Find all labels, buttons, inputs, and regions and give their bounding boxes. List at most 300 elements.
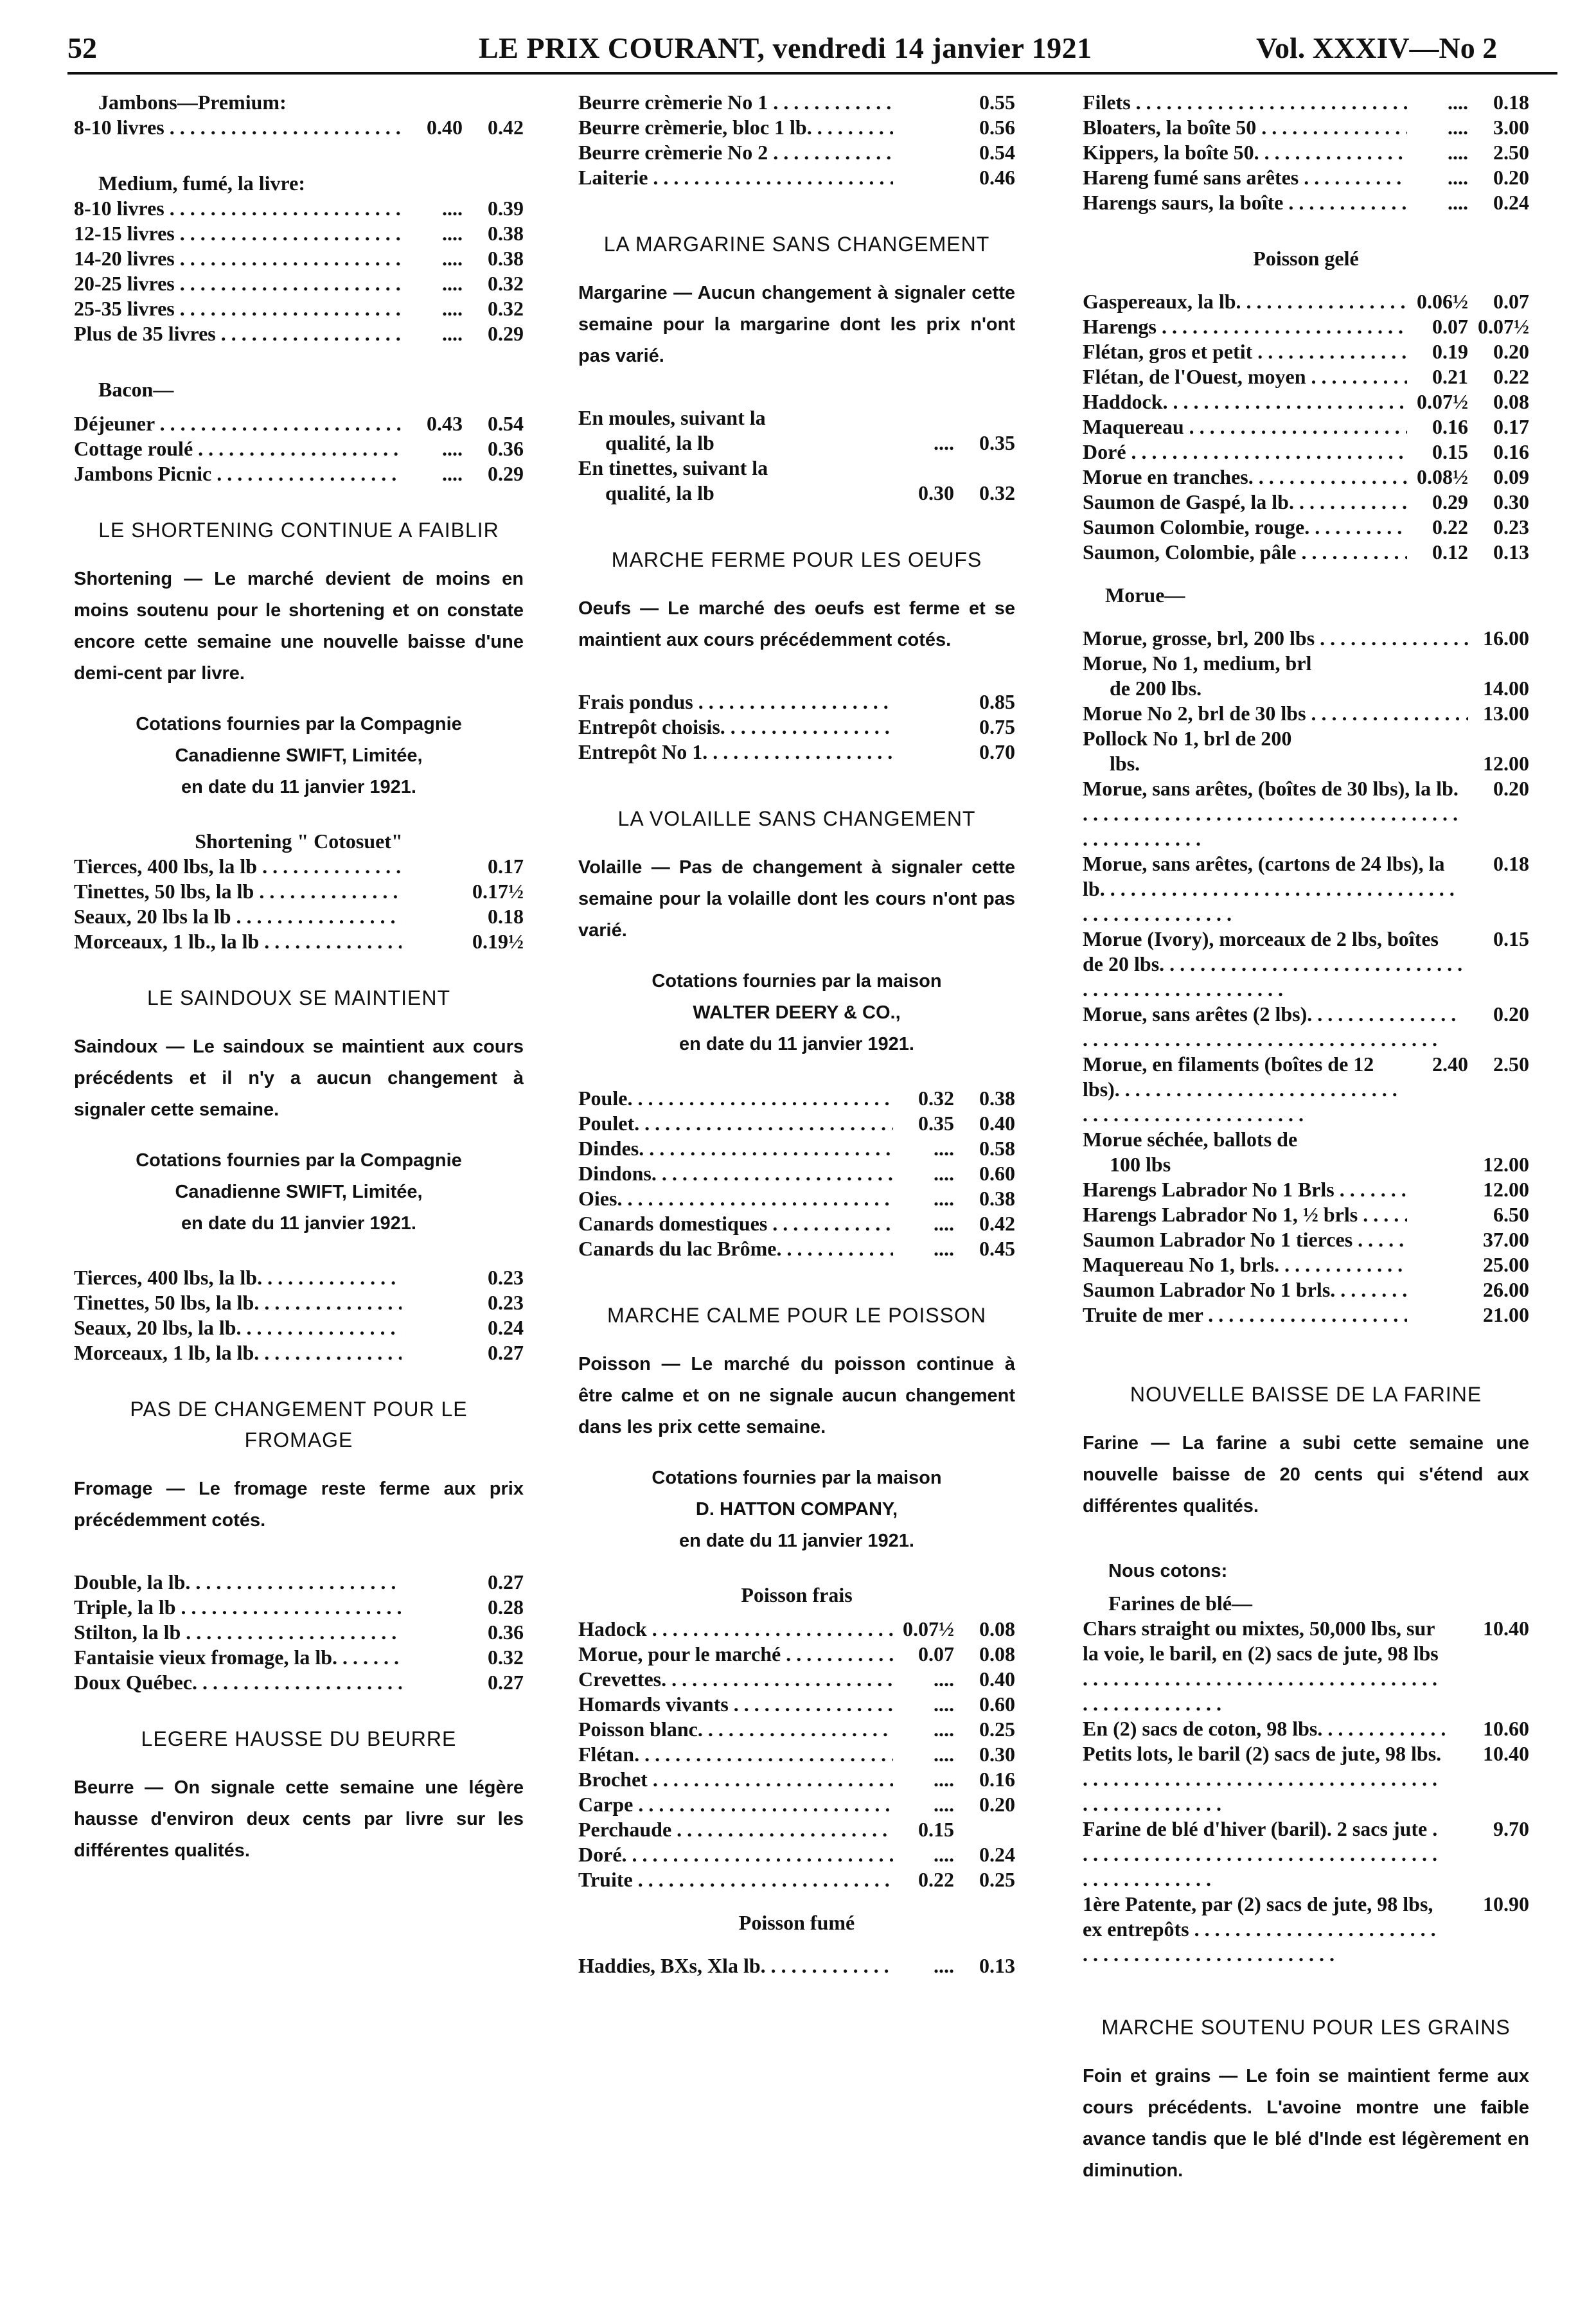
price-low: 0.07½ xyxy=(903,1617,954,1640)
price-row xyxy=(578,689,1015,715)
price-row xyxy=(1083,165,1529,190)
price-row xyxy=(578,1186,1015,1211)
price-low: .... xyxy=(1448,141,1468,164)
label: Nous cotons: xyxy=(1108,1561,1228,1581)
price-row xyxy=(74,854,524,879)
price-row xyxy=(1083,140,1529,165)
price-row xyxy=(1083,1817,1529,1892)
price-high: 0.28 xyxy=(488,1595,524,1619)
quote-line: Cotations fournies par la maison xyxy=(652,1468,942,1488)
section-title: Bacon— xyxy=(98,378,174,401)
article-paragraph: Saindoux — Le saindoux se maintient aux cours précédents et il n'y a aucun changement à signaler cette semaine. xyxy=(74,1036,524,1120)
price-row xyxy=(578,1617,1015,1642)
price-low: .... xyxy=(1448,91,1468,114)
item-name: Entrepôt No 1. . . . xyxy=(578,740,893,765)
price-high: 0.23 xyxy=(1493,515,1529,538)
price-high: 0.19½ xyxy=(472,930,524,953)
price-row xyxy=(74,1265,524,1290)
price-low: .... xyxy=(934,1954,954,1977)
item-name: Flétan, de l'Ouest, moyen . . . xyxy=(1083,364,1407,389)
price-row xyxy=(74,411,524,436)
price-high: 25.00 xyxy=(1483,1253,1529,1276)
price-row xyxy=(1083,1227,1529,1252)
price-row xyxy=(578,1742,1015,1767)
price: 12.00 xyxy=(1483,1153,1529,1176)
price-row xyxy=(1083,540,1529,565)
price-row xyxy=(578,1211,1015,1236)
item-name: Tinettes, 50 lbs, la lb . . . xyxy=(74,879,402,904)
price-low: .... xyxy=(442,322,463,345)
item-name: Kippers, la boîte 50. . . . xyxy=(1083,140,1407,165)
price-high: 0.45 xyxy=(979,1237,1015,1260)
page-number: 52 xyxy=(67,31,97,64)
item-name: Haddock. . . . xyxy=(1083,389,1407,414)
item-name: Harengs Labrador No 1 Brls . . . xyxy=(1083,1177,1407,1202)
price-high: 0.23 xyxy=(488,1291,524,1314)
article-paragraph: Beurre — On signale cette semaine une légère hausse d'environ deux cents par livre sur les différentes qualités. xyxy=(74,1777,524,1861)
subsection-title: Morue— xyxy=(1105,583,1185,607)
price-low: 0.07½ xyxy=(1417,390,1468,413)
price-row xyxy=(1083,851,1529,927)
price-low: 0.40 xyxy=(427,116,463,139)
price-list xyxy=(74,115,524,140)
price-high: 26.00 xyxy=(1483,1278,1529,1301)
item-name: Laiterie . . . xyxy=(578,165,893,190)
price-row xyxy=(578,1111,1015,1136)
item-name: Maquereau No 1, brls. . . . xyxy=(1083,1252,1407,1277)
price-row xyxy=(1083,1252,1529,1277)
price-low: 0.35 xyxy=(918,1112,954,1135)
price-high: 0.42 xyxy=(488,116,524,139)
price-list xyxy=(578,90,1015,190)
price-row xyxy=(1083,289,1529,314)
price-row xyxy=(578,1867,1015,1892)
item-name: Brochet . . . xyxy=(578,1767,893,1792)
price-high: 37.00 xyxy=(1483,1228,1529,1251)
quote-line: Canadienne SWIFT, Limitée, xyxy=(175,745,423,766)
price-low: .... xyxy=(442,437,463,460)
price-low: .... xyxy=(442,222,463,245)
price-high: 0.32 xyxy=(488,272,524,295)
price-list xyxy=(74,854,524,954)
price-row xyxy=(578,165,1015,190)
article-paragraph: Margarine — Aucun changement à signaler cette semaine pour la margarine dont les prix n'ont pas varié. xyxy=(578,283,1015,366)
price-high: 0.38 xyxy=(979,1087,1015,1110)
price-row xyxy=(578,405,1015,431)
price-low: .... xyxy=(934,1743,954,1766)
price-row xyxy=(1083,1127,1529,1152)
price-high: 0.32 xyxy=(488,1646,524,1669)
price-low: .... xyxy=(934,1693,954,1716)
price-row xyxy=(578,1667,1015,1692)
price: 10.40 xyxy=(1483,1742,1529,1765)
item-name: Jambons Picnic . . . xyxy=(74,461,402,486)
price-row xyxy=(1083,465,1529,490)
section-heading: LEGERE HAUSSE DU BEURRE xyxy=(141,1727,457,1750)
price-row xyxy=(1083,927,1529,1002)
item-name: Morue, No 1, medium, brl xyxy=(1083,652,1312,675)
price-row xyxy=(1083,1302,1529,1328)
section-title: Medium, fumé, la livre: xyxy=(98,172,306,195)
price: 9.70 xyxy=(1493,1817,1529,1840)
price-high: 0.32 xyxy=(979,481,1015,504)
quote-line: D. HATTON COMPANY, xyxy=(695,1499,898,1520)
price-low: 0.21 xyxy=(1432,365,1468,388)
price-low: .... xyxy=(934,1187,954,1210)
price-high: 0.16 xyxy=(979,1768,1015,1791)
item-name: 8-10 livres . . . xyxy=(74,196,402,221)
price-high: 0.54 xyxy=(488,412,524,435)
price-row xyxy=(1083,515,1529,540)
item-name: Morue (Ivory), morceaux de 2 lbs, boîtes de 20 lbs. . . . xyxy=(1083,927,1468,1002)
price-high: 0.60 xyxy=(979,1693,1015,1716)
item-name: Petits lots, le baril (2) sacs de jute, 98 lbs. . . . xyxy=(1083,1741,1449,1817)
item-name: Morue, pour le marché . . . xyxy=(578,1642,893,1667)
price-low: .... xyxy=(1448,166,1468,189)
item-name: qualité, la lb xyxy=(605,431,714,454)
item-name: Bloaters, la boîte 50 . . . xyxy=(1083,115,1407,140)
price-row xyxy=(1083,626,1529,651)
item-name: qualité, la lb xyxy=(605,481,714,504)
price-high: 21.00 xyxy=(1483,1303,1529,1326)
subsection-title: Shortening " Cotosuet" xyxy=(195,830,403,853)
price-row xyxy=(1083,440,1529,465)
price: 0.20 xyxy=(1493,777,1529,800)
item-name: 100 lbs xyxy=(1110,1153,1171,1176)
price-row xyxy=(1083,1616,1529,1716)
price-row xyxy=(74,196,524,221)
price: 0.20 xyxy=(1493,1002,1529,1026)
article-paragraph: Volaille — Pas de changement à signaler cette semaine pour la volaille dont les cours n'ont pas varié. xyxy=(578,857,1015,941)
price-high: 0.42 xyxy=(979,1212,1015,1235)
item-name: 8-10 livres . . . xyxy=(74,115,402,140)
price-row xyxy=(1083,490,1529,515)
price-row xyxy=(578,1953,1015,1978)
article-paragraph: Poisson — Le marché du poisson continue à être calme et on ne signale aucun changement dans les prix cette semaine. xyxy=(578,1354,1015,1437)
price-row xyxy=(578,1792,1015,1817)
subsection-title: Farines de blé— xyxy=(1108,1592,1252,1615)
item-name: Morue en tranches. . . . xyxy=(1083,465,1407,490)
item-name: Saumon, Colombie, pâle . . . xyxy=(1083,540,1407,565)
price-row xyxy=(1083,1052,1529,1127)
price-low: 0.16 xyxy=(1432,415,1468,438)
price-row xyxy=(1083,726,1529,751)
quote-line: en date du 11 janvier 1921. xyxy=(679,1531,914,1551)
price-high: 2.50 xyxy=(1493,141,1529,164)
column-3 xyxy=(1083,90,1529,2202)
price-low: 0.19 xyxy=(1432,340,1468,363)
price-low: .... xyxy=(442,297,463,320)
price-row xyxy=(74,246,524,271)
item-name: Fantaisie vieux fromage, la lb. . . . xyxy=(74,1645,402,1670)
item-name: Flétan, gros et petit . . . xyxy=(1083,339,1407,364)
price-row xyxy=(74,321,524,346)
quotation-source xyxy=(578,1462,1015,1557)
article-paragraph: Shortening — Le marché devient de moins en moins soutenu pour le shortening et on constate encore cette semaine une nouvelle baisse d'une demi-cent par livre. xyxy=(74,569,524,684)
price-high: 0.58 xyxy=(979,1137,1015,1160)
price-row xyxy=(578,740,1015,765)
subsection-title: Poisson frais xyxy=(741,1583,853,1606)
price-high: 0.36 xyxy=(488,437,524,460)
item-name: Déjeuner . . . xyxy=(74,411,402,436)
price-low: 0.30 xyxy=(918,481,954,504)
price-row xyxy=(74,1620,524,1645)
quotation-source xyxy=(74,1145,524,1239)
item-name: Oies. . . . xyxy=(578,1186,893,1211)
item-name: Canards du lac Brôme. . . . xyxy=(578,1236,893,1261)
item-name: Morue No 2, brl de 30 lbs . . . xyxy=(1083,701,1468,726)
price-list xyxy=(74,411,524,486)
price-low: .... xyxy=(934,1212,954,1235)
price-low: .... xyxy=(442,272,463,295)
price-high: 0.85 xyxy=(979,690,1015,713)
price-high: 12.00 xyxy=(1483,1178,1529,1201)
price-row xyxy=(1083,1716,1529,1741)
item-name: Morue, sans arêtes, (boîtes de 30 lbs), la lb. . . . xyxy=(1083,776,1468,851)
subsection-title: Poisson gelé xyxy=(1253,247,1359,270)
price-low: 0.08½ xyxy=(1417,465,1468,488)
item-name: Harengs saurs, la boîte . . . xyxy=(1083,190,1407,215)
price-low: .... xyxy=(934,1162,954,1185)
price-row xyxy=(578,1767,1015,1792)
price-row xyxy=(1083,190,1529,215)
item-name: 25-35 livres . . . xyxy=(74,296,402,321)
section-heading: MARCHE FERME POUR LES OEUFS xyxy=(611,548,982,571)
price: 12.00 xyxy=(1483,752,1529,775)
price-list xyxy=(74,1265,524,1365)
price-high: 0.07½ xyxy=(1478,315,1529,338)
price-low: .... xyxy=(1448,191,1468,214)
item-name: 12-15 livres . . . xyxy=(74,221,402,246)
item-name: Tinettes, 50 lbs, la lb. . . . xyxy=(74,1290,402,1315)
price-row xyxy=(74,296,524,321)
price-high: 0.23 xyxy=(488,1266,524,1289)
price-high: 0.36 xyxy=(488,1621,524,1644)
price-row xyxy=(1083,751,1529,776)
item-name: Cottage roulé . . . xyxy=(74,436,402,461)
item-name: Harengs . . . xyxy=(1083,314,1407,339)
price-row xyxy=(1083,1002,1529,1052)
price-low: .... xyxy=(442,247,463,270)
item-name: Harengs Labrador No 1, ½ brls . . . xyxy=(1083,1202,1407,1227)
item-name: Maquereau . . . xyxy=(1083,414,1407,440)
item-name: Poisson blanc. . . . xyxy=(578,1717,893,1742)
item-name: Crevettes. . . . xyxy=(578,1667,893,1692)
price-low: 0.29 xyxy=(1432,490,1468,513)
price-high: 0.24 xyxy=(979,1843,1015,1866)
item-name: Tierces, 400 lbs, la lb. . . . xyxy=(74,1265,402,1290)
price-row xyxy=(1083,314,1529,339)
item-name: 1ère Patente, par (2) sacs de jute, 98 lbs, ex entrepôts . . . xyxy=(1083,1892,1449,1967)
price-row xyxy=(578,1086,1015,1111)
price-low: 0.43 xyxy=(427,412,463,435)
item-name: Saumon de Gaspé, la lb. . . . xyxy=(1083,490,1407,515)
price-high: 0.25 xyxy=(979,1718,1015,1741)
price-row xyxy=(1083,676,1529,701)
price-high: 0.56 xyxy=(979,116,1015,139)
item-name: Gaspereaux, la lb. . . . xyxy=(1083,289,1407,314)
price-row xyxy=(578,1642,1015,1667)
price-row xyxy=(74,1645,524,1670)
price-high: 0.55 xyxy=(979,91,1015,114)
article-paragraph: Fromage — Le fromage reste ferme aux prix précédemment cotés. xyxy=(74,1479,524,1531)
item-name: Saumon Labrador No 1 tierces . . . xyxy=(1083,1227,1407,1252)
price: 16.00 xyxy=(1483,626,1529,650)
price-row xyxy=(74,1570,524,1595)
price-high: 0.38 xyxy=(488,247,524,270)
section-heading: MARCHE SOUTENU POUR LES GRAINS xyxy=(1101,2016,1511,2039)
price-high: 0.54 xyxy=(979,141,1015,164)
item-name: Doré . . . xyxy=(1083,440,1407,465)
price-row xyxy=(1083,364,1529,389)
price-row xyxy=(578,1236,1015,1261)
item-name: Frais pondus . . . xyxy=(578,689,893,715)
price-high: 0.75 xyxy=(979,715,1015,738)
quote-line: WALTER DEERY & CO., xyxy=(693,1002,901,1023)
price-row xyxy=(74,436,524,461)
price-list xyxy=(1083,90,1529,215)
price-low: 0.15 xyxy=(918,1818,954,1841)
item-name: Doré. . . . xyxy=(578,1842,893,1867)
item-name: Dindons. . . . xyxy=(578,1161,893,1186)
price-row xyxy=(1083,701,1529,726)
price-low: 0.32 xyxy=(918,1087,954,1110)
item-name: 14-20 livres . . . xyxy=(74,246,402,271)
item-name: Plus de 35 livres . . . xyxy=(74,321,402,346)
quote-line: Cotations fournies par la Compagnie xyxy=(136,714,462,734)
price-row xyxy=(74,1340,524,1365)
item-name: Truite de mer . . . xyxy=(1083,1302,1407,1328)
price-high: 0.29 xyxy=(488,322,524,345)
column-2 xyxy=(578,90,1015,1978)
price-high: 0.20 xyxy=(1493,340,1529,363)
volume-number: Vol. XXXIV—No 2 xyxy=(1256,31,1498,64)
price-row xyxy=(578,481,1015,506)
price-high: 0.18 xyxy=(488,905,524,928)
price-high: 0.13 xyxy=(979,1954,1015,1977)
item-name: Hadock . . . xyxy=(578,1617,893,1642)
price-row xyxy=(578,140,1015,165)
price-high: 0.30 xyxy=(979,1743,1015,1766)
item-name: lbs. xyxy=(1110,752,1140,775)
price-high: 0.27 xyxy=(488,1341,524,1364)
item-name: Carpe . . . xyxy=(578,1792,893,1817)
item-name: Filets . . . xyxy=(1083,90,1407,115)
price-high: 0.27 xyxy=(488,1570,524,1594)
price-low: 0.07 xyxy=(918,1642,954,1666)
price-list xyxy=(578,1617,1015,1892)
item-name: Saumon Colombie, rouge. . . . xyxy=(1083,515,1407,540)
quote-line: en date du 11 janvier 1921. xyxy=(181,1213,416,1234)
item-name: Morceaux, 1 lb., la lb . . . xyxy=(74,929,402,954)
price-high: 0.09 xyxy=(1493,465,1529,488)
price: 0.15 xyxy=(1493,927,1529,950)
price-row xyxy=(578,715,1015,740)
price-row xyxy=(74,904,524,929)
article-paragraph: Oeufs — Le marché des oeufs est ferme et se maintient aux cours précédemment cotés. xyxy=(578,598,1015,650)
price-row xyxy=(74,271,524,296)
price-row xyxy=(74,879,524,904)
price-low: .... xyxy=(934,431,954,454)
quotation-source xyxy=(578,966,1015,1060)
item-name: En moules, suivant la xyxy=(578,406,766,429)
price-row xyxy=(74,1315,524,1340)
item-name: En tinettes, suivant la xyxy=(578,456,768,479)
price-low: 0.12 xyxy=(1432,540,1468,564)
price-low: 0.15 xyxy=(1432,440,1468,463)
item-name: Dindes. . . . xyxy=(578,1136,893,1161)
item-name: Chars straight ou mixtes, 50,000 lbs, sur la voie, le baril, en (2) sacs de jute, 98 lbs . . . xyxy=(1083,1616,1449,1716)
item-name: Farine de blé d'hiver (baril). 2 sacs jute . . . xyxy=(1083,1817,1449,1892)
price-high: 0.16 xyxy=(1493,440,1529,463)
price-high: 0.20 xyxy=(979,1793,1015,1816)
section-heading: LE SHORTENING CONTINUE A FAIBLIR xyxy=(98,519,499,542)
price-high: 0.08 xyxy=(979,1617,1015,1640)
price-low: 0.22 xyxy=(918,1868,954,1891)
price-low: .... xyxy=(934,1843,954,1866)
price: 0.18 xyxy=(1493,852,1529,875)
price-row xyxy=(578,1692,1015,1717)
price-row xyxy=(74,115,524,140)
publication-title: LE PRIX COURANT, vendredi 14 janvier 1921 xyxy=(479,31,1092,64)
item-name: Entrepôt choisis. . . . xyxy=(578,715,893,740)
price-row xyxy=(74,221,524,246)
price-list xyxy=(578,1953,1015,1978)
price-row xyxy=(1083,1152,1529,1177)
price-list xyxy=(74,196,524,346)
price-high: 0.38 xyxy=(488,222,524,245)
item-name: Perchaude . . . xyxy=(578,1817,893,1842)
price-list xyxy=(578,1086,1015,1261)
price-row xyxy=(578,1842,1015,1867)
price-low: .... xyxy=(934,1768,954,1791)
price-low: 0.06½ xyxy=(1417,290,1468,313)
section-heading: NOUVELLE BAISSE DE LA FARINE xyxy=(1130,1383,1482,1406)
quotation-source xyxy=(74,709,524,803)
price-row xyxy=(74,461,524,486)
price-high: 0.08 xyxy=(1493,390,1529,413)
price-high: 0.13 xyxy=(1493,540,1529,564)
price-high: 0.24 xyxy=(488,1316,524,1339)
section-heading: PAS DE CHANGEMENT POUR LE FROMAGE xyxy=(130,1398,468,1452)
price-row xyxy=(1083,414,1529,440)
price-low: 0.22 xyxy=(1432,515,1468,538)
item-name: Saumon Labrador No 1 brls. . . . xyxy=(1083,1277,1407,1302)
price-high: 0.27 xyxy=(488,1671,524,1694)
item-name: Hareng fumé sans arêtes . . . xyxy=(1083,165,1407,190)
item-name: Morceaux, 1 lb, la lb. . . . xyxy=(74,1340,402,1365)
section-heading: LA VOLAILLE SANS CHANGEMENT xyxy=(617,807,976,830)
price-low: .... xyxy=(934,1137,954,1160)
price-row xyxy=(1083,1202,1529,1227)
price-row xyxy=(1083,1892,1529,1967)
item-name: Morue, en filaments (boîtes de 12 lbs). . . . xyxy=(1083,1052,1407,1127)
price-row xyxy=(1083,90,1529,115)
price-high: 0.35 xyxy=(979,431,1015,454)
price-high: 0.39 xyxy=(488,197,524,220)
price: 13.00 xyxy=(1483,702,1529,725)
item-name: Tierces, 400 lbs, la lb . . . xyxy=(74,854,402,879)
price-high: 2.50 xyxy=(1493,1053,1529,1076)
item-name: Morue, grosse, brl, 200 lbs . . . xyxy=(1083,626,1468,651)
price-row xyxy=(74,1670,524,1695)
price-high: 0.30 xyxy=(1493,490,1529,513)
item-name: Pollock No 1, brl de 200 xyxy=(1083,727,1292,750)
price-high: 0.17½ xyxy=(472,880,524,903)
column-1 xyxy=(74,90,524,1882)
item-name: En (2) sacs de coton, 98 lbs. . . . xyxy=(1083,1716,1449,1741)
price-row xyxy=(1083,339,1529,364)
